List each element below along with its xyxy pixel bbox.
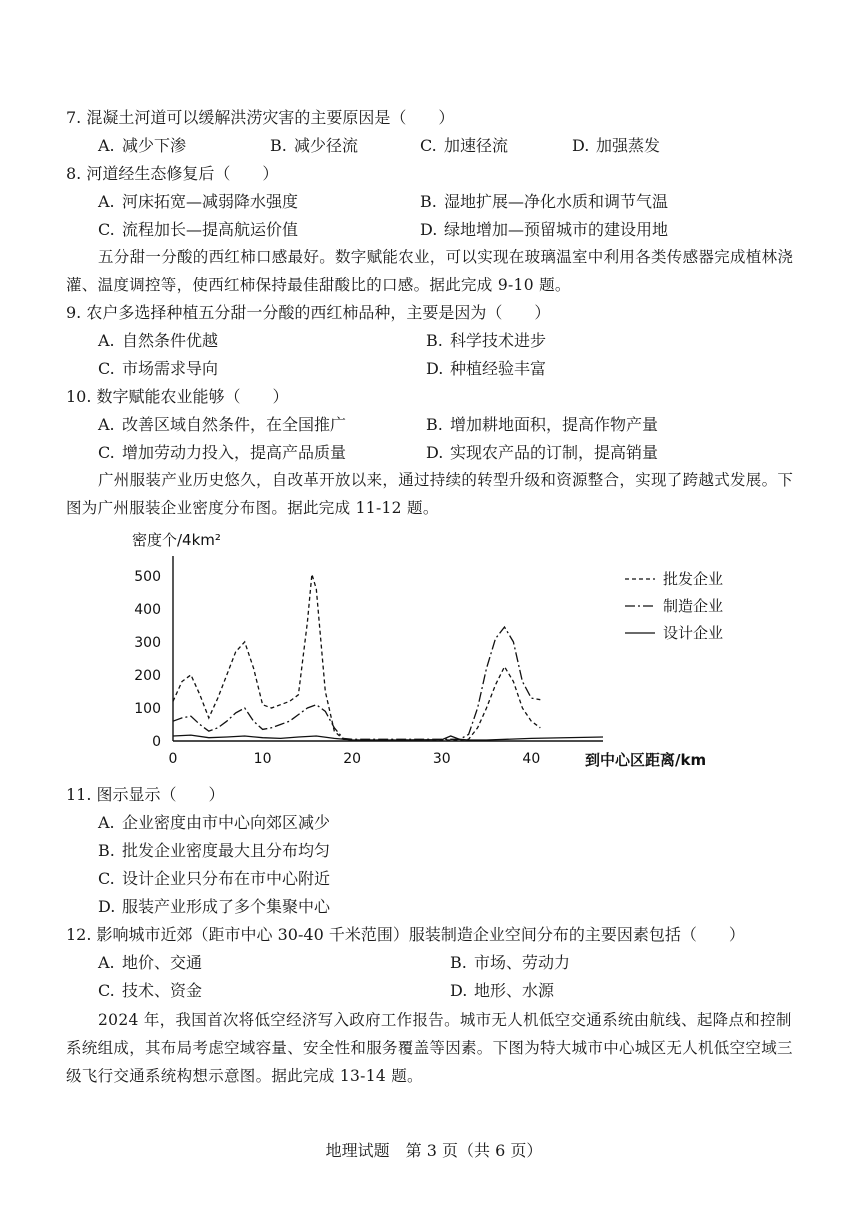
option-text: 地价、交通 bbox=[122, 953, 203, 972]
option-key: A. bbox=[98, 813, 115, 832]
option-text: 河床拓宽—减弱降水强度 bbox=[122, 192, 299, 211]
option-text: 技术、资金 bbox=[122, 981, 203, 1000]
option-text: 企业密度由市中心向郊区减少 bbox=[122, 813, 331, 832]
legend-label-2: 制造企业 bbox=[663, 597, 724, 615]
option-key: B. bbox=[450, 953, 467, 972]
series-line-1 bbox=[173, 574, 540, 740]
option-key: B. bbox=[426, 415, 443, 434]
question-9-option-c[interactable] bbox=[98, 359, 218, 379]
option-text: 加强蒸发 bbox=[596, 136, 661, 155]
option-text: 增加劳动力投入，提高产品质量 bbox=[122, 443, 347, 462]
option-text: 自然条件优越 bbox=[122, 331, 219, 350]
option-key: A. bbox=[98, 331, 115, 350]
question-11-option-c[interactable] bbox=[98, 869, 330, 889]
question-8-option-b[interactable] bbox=[420, 192, 668, 212]
option-key: B. bbox=[426, 331, 443, 350]
y-tick-label: 400 bbox=[134, 601, 161, 618]
option-text: 加速径流 bbox=[444, 136, 509, 155]
x-tick-label: 10 bbox=[253, 751, 272, 767]
option-text: 减少径流 bbox=[294, 136, 359, 155]
option-text: 种植经验丰富 bbox=[450, 359, 547, 378]
option-text: 减少下渗 bbox=[122, 136, 187, 155]
page-footer: 地理试题 第 3 页（共 6 页） bbox=[325, 1141, 543, 1160]
question-11-option-a[interactable] bbox=[98, 813, 330, 833]
question-9-option-a[interactable] bbox=[98, 331, 218, 351]
question-9-option-b[interactable] bbox=[426, 331, 546, 351]
question-7-option-d[interactable] bbox=[572, 136, 660, 156]
option-text: 科学技术进步 bbox=[450, 331, 547, 350]
question-11-option-b[interactable] bbox=[98, 841, 330, 861]
option-text: 绿地增加—预留城市的建设用地 bbox=[444, 220, 669, 239]
question-12-option-c[interactable] bbox=[98, 981, 202, 1001]
question-8-stem: 8. 河道经生态修复后（ ） bbox=[66, 164, 279, 183]
option-key: A. bbox=[98, 136, 115, 155]
option-key: C. bbox=[98, 869, 115, 888]
x-tick-label: 30 bbox=[432, 751, 451, 767]
series-line-2 bbox=[173, 627, 540, 739]
question-11-option-d[interactable] bbox=[98, 897, 330, 917]
question-8-option-c[interactable] bbox=[98, 220, 298, 240]
x-tick-label: 0 bbox=[168, 751, 178, 767]
option-key: C. bbox=[98, 220, 115, 239]
question-12-option-b[interactable] bbox=[450, 953, 570, 973]
question-11-stem: 11. 图示显示（ ） bbox=[66, 785, 225, 804]
option-text: 服装产业形成了多个集聚中心 bbox=[122, 897, 331, 916]
question-10-option-c[interactable] bbox=[98, 443, 346, 463]
question-10-option-d[interactable] bbox=[426, 443, 658, 463]
option-key: C. bbox=[420, 136, 437, 155]
option-text: 设计企业只分布在市中心附近 bbox=[122, 869, 331, 888]
question-12-option-d[interactable] bbox=[450, 981, 554, 1001]
option-text: 实现农产品的订制，提高销量 bbox=[450, 443, 659, 462]
intro-questions-13-14: 2024 年，我国首次将低空经济写入政府工作报告。城市无人机低空交通系统由航线、起降点和控制系统组成，其布局考虑空域容量、安全性和服务覆盖等因素。下图为特大城市中心城区无人机低空空域三级飞行交通系统构想示意图。据此完成 13-14 题。 bbox=[66, 1011, 793, 1085]
question-9-stem: 9. 农户多选择种植五分甜一分酸的西红柿品种，主要是因为（ ） bbox=[66, 303, 551, 322]
option-key: C. bbox=[98, 359, 115, 378]
question-8-option-d[interactable] bbox=[420, 220, 668, 240]
legend-label-3: 设计企业 bbox=[663, 624, 724, 642]
question-10-option-b[interactable] bbox=[426, 415, 658, 435]
question-8-option-a[interactable] bbox=[98, 192, 298, 212]
option-text: 改善区域自然条件，在全国推广 bbox=[122, 415, 347, 434]
option-text: 增加耕地面积，提高作物产量 bbox=[450, 415, 659, 434]
x-tick-label: 40 bbox=[522, 751, 541, 767]
option-key: B. bbox=[270, 136, 287, 155]
option-text: 地形、水源 bbox=[474, 981, 555, 1000]
legend-label-1: 批发企业 bbox=[663, 570, 724, 588]
option-text: 市场、劳动力 bbox=[474, 953, 571, 972]
option-text: 流程加长—提高航运价值 bbox=[122, 220, 299, 239]
question-7-option-a[interactable] bbox=[98, 136, 186, 156]
question-10-stem: 10. 数字赋能农业能够（ ） bbox=[66, 387, 289, 406]
question-9-option-d[interactable] bbox=[426, 359, 546, 379]
option-text: 湿地扩展—净化水质和调节气温 bbox=[444, 192, 669, 211]
option-key: C. bbox=[98, 443, 115, 462]
intro-questions-9-10: 五分甜一分酸的西红柿口感最好。数字赋能农业，可以实现在玻璃温室中利用各类传感器完成植林浇灌、温度调控等，使西红柿保持最佳甜酸比的口感。据此完成 9-10 题。 bbox=[66, 248, 794, 294]
y-tick-label: 0 bbox=[152, 734, 161, 750]
question-7-stem: 7. 混凝土河道可以缓解洪涝灾害的主要原因是（ ） bbox=[66, 108, 455, 127]
y-tick-label: 200 bbox=[134, 667, 161, 684]
option-text: 批发企业密度最大且分布均匀 bbox=[122, 841, 331, 860]
x-tick-label: 20 bbox=[343, 751, 362, 767]
x-axis-label: 到中心区距离/km bbox=[585, 751, 707, 769]
option-key: C. bbox=[98, 981, 115, 1000]
option-key: A. bbox=[98, 415, 115, 434]
y-axis-label: 密度个/4km² bbox=[132, 531, 221, 549]
option-key: D. bbox=[420, 220, 438, 239]
option-key: D. bbox=[450, 981, 468, 1000]
question-7-option-c[interactable] bbox=[420, 136, 508, 156]
option-key: B. bbox=[98, 841, 115, 860]
option-key: A. bbox=[98, 953, 115, 972]
option-key: A. bbox=[98, 192, 115, 211]
question-7-option-b[interactable] bbox=[270, 136, 358, 156]
option-key: B. bbox=[420, 192, 437, 211]
option-key: D. bbox=[98, 897, 116, 916]
density-chart bbox=[120, 525, 740, 775]
option-key: D. bbox=[426, 359, 444, 378]
option-text: 市场需求导向 bbox=[122, 359, 219, 378]
question-12-stem: 12. 影响城市近郊（距市中心 30-40 千米范围）服装制造企业空间分布的主要因素包括（ ） bbox=[66, 925, 745, 944]
option-key: D. bbox=[426, 443, 444, 462]
question-10-option-a[interactable] bbox=[98, 415, 346, 435]
y-tick-label: 100 bbox=[134, 700, 161, 717]
intro-questions-11-12: 广州服装产业历史悠久，自改革开放以来，通过持续的转型升级和资源整合，实现了跨越式发展。下图为广州服装企业密度分布图。据此完成 11-12 题。 bbox=[66, 471, 794, 517]
question-12-option-a[interactable] bbox=[98, 953, 202, 973]
y-tick-label: 500 bbox=[134, 568, 161, 585]
option-key: D. bbox=[572, 136, 590, 155]
y-tick-label: 300 bbox=[134, 634, 161, 651]
